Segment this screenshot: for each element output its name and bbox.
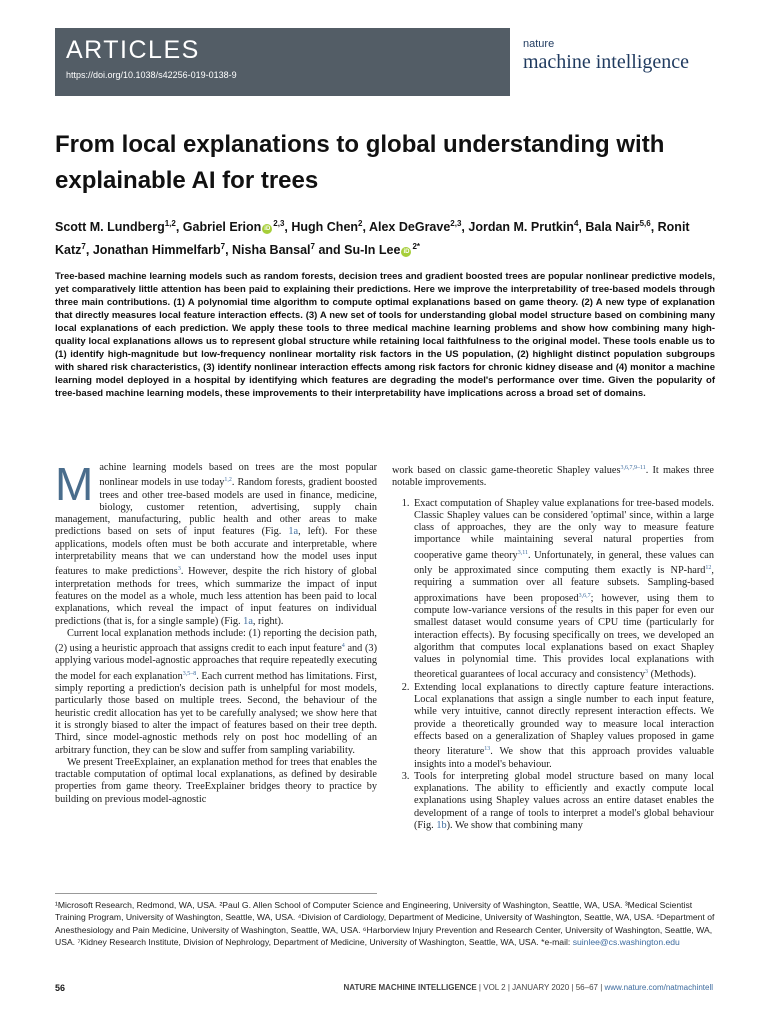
- improvement-item-1: 1. Exact computation of Shapley value explanations for tree-based models. Classic Shapley values can be considered 'optimal' since, within a large class of approaches, they are the only way to measure feature importance while maintaining several natural properties from cooperative game theory$^{3,11}$. Unfortunately, in general, these values can only be approximated since computing them exactly is NP-hard$^{12}$, requiring a summation over all feature subsets. Sampling-based approximations have been proposed$^{3,6,7}$; however, using them to compute low-variance versions of the results in this paper for even our smallest dataset would consume years of CPU time (particularly for interaction effects). By focusing specifically on trees, we developed an algorithm that computes local explanations based on exact Shapley values in polynomial time. This provides local explanations with theoretical guarantees of local accuracy and consistency$^3$ (Methods).: [412, 498, 714, 682]
- figure-link[interactable]: 1b: [436, 820, 447, 832]
- affiliations-text: ¹Microsoft Research, Redmond, WA, USA. ²Paul G. Allen School of Computer Science and Engineering, University of Washington, Seattle, WA, USA. ³Medical Scientist Training Program, University of Washington, Seattle, WA, USA. ⁴Division of Cardiology, Department of Medicine, University of Washington, Seattle, WA, USA. ⁵Department of Anesthesiology and Pain Medicine, University of Washington, Seattle, WA, USA. ⁶Harborview Injury Prevention and Research Center, University of Washington, Seattle, WA, USA. ⁷Kidney Research Institute, Division of Nephrology, Department of Medicine, University of Washington, Seattle, WA, USA. *e-mail:: [55, 900, 715, 948]
- drop-cap: M: [55, 458, 94, 510]
- citation-ref[interactable]: 3: [645, 669, 648, 676]
- journal-logo-small: nature: [523, 38, 555, 50]
- citation-ref[interactable]: 3,5–8: [182, 670, 197, 677]
- author-affiliation: 1,2: [164, 219, 176, 228]
- doi-link[interactable]: https://doi.org/10.1038/s42256-019-0138-9: [66, 70, 237, 80]
- footer-url[interactable]: www.nature.com/natmachintell: [604, 983, 713, 992]
- footnote-divider: [55, 893, 377, 894]
- author-name: Scott M. Lundberg: [55, 220, 165, 235]
- abstract: Tree-based machine learning models such as random forests, decision trees and gradient boosted trees are popular nonlinear predictive models, yet comparatively little attention has been paid to explaining their predictions. Here we improve the interpretability of tree-based models through three main contributions. (1) A polynomial time algorithm to compute optimal explanations based on game theory. (2) A new type of explanation that directly measures local feature interaction effects. (3) A new set of tools for understanding global model structure based on combining many local explanations of each prediction. We apply these tools to three medical machine learning problems and show how combining many high-quality local explanations allows us to represent global structure while retaining local faithfulness to the original model. These tools enable us to (1) identify high-magnitude but low-frequency nonlinear mortality risk factors in the US population, (2) highlight distinct population subgroups with shared risk characteristics, (3) identify nonlinear interaction effects among risk factors for chronic kidney disease and (4) monitor a machine learning model deployed in a hospital by identifying which features are degrading the model's performance over time. Given the popularity of tree-based machine learning models, these improvements to their interpretability have implications across a broad set of domains.: [55, 271, 715, 399]
- author-affiliation: 2,3: [273, 219, 285, 228]
- author-name: Su-In Lee: [344, 243, 401, 258]
- improvements-intro: work based on classic game-theoretic Shapley values$^{3,6,7,9-11}$. It makes three notable improvements.: [392, 465, 714, 489]
- author-list: Scott M. Lundberg$^{1,2}$, Gabriel Erion iD$^{2,3}$, Hugh Chen$^2$, Alex DeGrave$^{2,3}$, Jordan M. Prutkin$^4$, Bala Nair$^{5,6}$, Ronit Katz$^7$, Jonathan Himmelfarb$^7$, Nisha Bansal$^7$ and Su-In Lee $iD^{2*}$: [55, 219, 690, 258]
- article-title: From local explanations to global understanding with explainable AI for trees: [55, 131, 665, 194]
- improvement-item-2: 2. Extending local explanations to directly capture feature interactions. Local explanations that assign a single number to each input feature, while very intuitive, cannot directly represent interaction effects. We provide a theoretically grounded way to measure local interaction effects based on a generalization of Shapley values proposed in game theory literature$^{13}$. We show that this approach provides valuable insights into a model's behaviour.: [412, 682, 714, 771]
- footer-volume: | VOL 2 | JANUARY 2020 | 56–67 |: [476, 983, 605, 992]
- author-affiliation: 2: [358, 219, 363, 228]
- author-name: Ronit Katz: [55, 220, 690, 258]
- journal-logo-main: machine intelligence: [523, 51, 690, 73]
- author-name: Jordan M. Prutkin: [468, 220, 574, 235]
- author-affiliation: 5,6: [639, 219, 651, 228]
- body-column-right: [392, 462, 714, 832]
- author-name: Bala Nair: [585, 220, 640, 235]
- citation-ref[interactable]: 4: [341, 643, 345, 650]
- page-number: 56: [55, 983, 66, 993]
- author-name: Alex DeGrave: [368, 220, 451, 235]
- author-name: Hugh Chen: [291, 220, 359, 235]
- citation-ref[interactable]: 13: [484, 746, 491, 753]
- orcid-icon[interactable]: iD: [264, 226, 271, 233]
- author-affiliation: 7: [220, 242, 226, 252]
- section-label: ARTICLES: [66, 36, 200, 64]
- author-affiliation: 2*: [412, 242, 420, 252]
- citation-ref[interactable]: 3,6,7: [578, 592, 591, 599]
- citation-ref[interactable]: 12: [705, 565, 712, 572]
- figure-link[interactable]: 1a: [243, 615, 253, 627]
- footer-journal: NATURE MACHINE INTELLIGENCE: [343, 983, 477, 992]
- author-name: Gabriel Erion: [182, 220, 262, 235]
- p1-text: achine learning models based on trees are the most popular nonlinear models in use today$^{1,2}$. Random forests, gradient boosted trees and other tree-based models are used in finance, medicine, biology, customer retention, advertising, supply chain management, manufacturing, public health and other areas to make predictions based on sets of input features (Fig. 1a, left). For these applications, models often must be both accurate and interpretable, where interpretability means that we can understand how the model uses input features to make predictions$^3$. However, despite the rich history of global interpretation methods for trees, which summarize the impact of input features on the model as a whole, much less attention has been paid to local explanations, which reveal the impact of input features on individual predictions (that is, for a single sample) (Fig. 1a, right).: [55, 462, 377, 627]
- author-affiliation: 2,3: [450, 219, 462, 228]
- corresponding-email[interactable]: suinlee@cs.washington.edu: [572, 937, 680, 948]
- author-name: Jonathan Himmelfarb: [92, 243, 221, 258]
- author-affiliation: 7: [81, 242, 86, 252]
- author-name: Nisha Bansal: [232, 243, 311, 258]
- citation-ref[interactable]: 3: [177, 566, 181, 573]
- body-paragraph-2: Current local explanation methods include: (1) reporting the decision path, (2) using a heuristic approach that assigns credit to each input feature$^4$ and (3) applying various model-agnostic approaches that require repeatedly executing the model for each explanation$^{3,5-8}$. Each current method has limitations. First, simply reporting a prediction's decision path is unhelpful for most models, particularly those based on multiple trees. Second, the behaviour of the heuristic credit allocation has yet to be carefully analysed; we show here that it is strongly biased to alter the impact of features based on their tree depth. Third, since model-agnostic methods rely on post hoc modelling of an arbitrary function, they can be slow and suffer from sampling variability.: [55, 627, 378, 756]
- citation-ref[interactable]: 1,2: [224, 477, 232, 484]
- citation-ref[interactable]: 3,11: [517, 549, 528, 556]
- improvement-item-3: 3. Tools for interpreting global model structure based on many local explanations. The ability to efficiently and exactly compute local explanations using Shapley values across an entire dataset enables the development of a range of tools to interpret a model's global behaviour (Fig. 1b). We show that combining many: [412, 771, 714, 832]
- section-banner: [55, 28, 713, 96]
- orcid-icon[interactable]: iD: [403, 249, 410, 256]
- body-paragraph-3: We present TreeExplainer, an explanation method for trees that enables the tractable computation of optimal local explanations, as defined by desirable properties from game theory. TreeExplainer bridges theory to practice by building on previous model-agnostic: [55, 756, 377, 805]
- author-affiliation: 7: [310, 242, 315, 252]
- footer-citation: [344, 982, 713, 994]
- improvements-list: [392, 498, 714, 833]
- author-affiliation: 4: [573, 219, 579, 228]
- citation-ref[interactable]: 3,6,7,9–11: [620, 465, 646, 471]
- body-paragraph-1: [55, 458, 377, 628]
- body-column-left: [55, 458, 378, 806]
- affiliations-footnote: [55, 899, 715, 949]
- figure-link[interactable]: 1a: [288, 526, 299, 538]
- journal-logo[interactable]: [510, 28, 713, 96]
